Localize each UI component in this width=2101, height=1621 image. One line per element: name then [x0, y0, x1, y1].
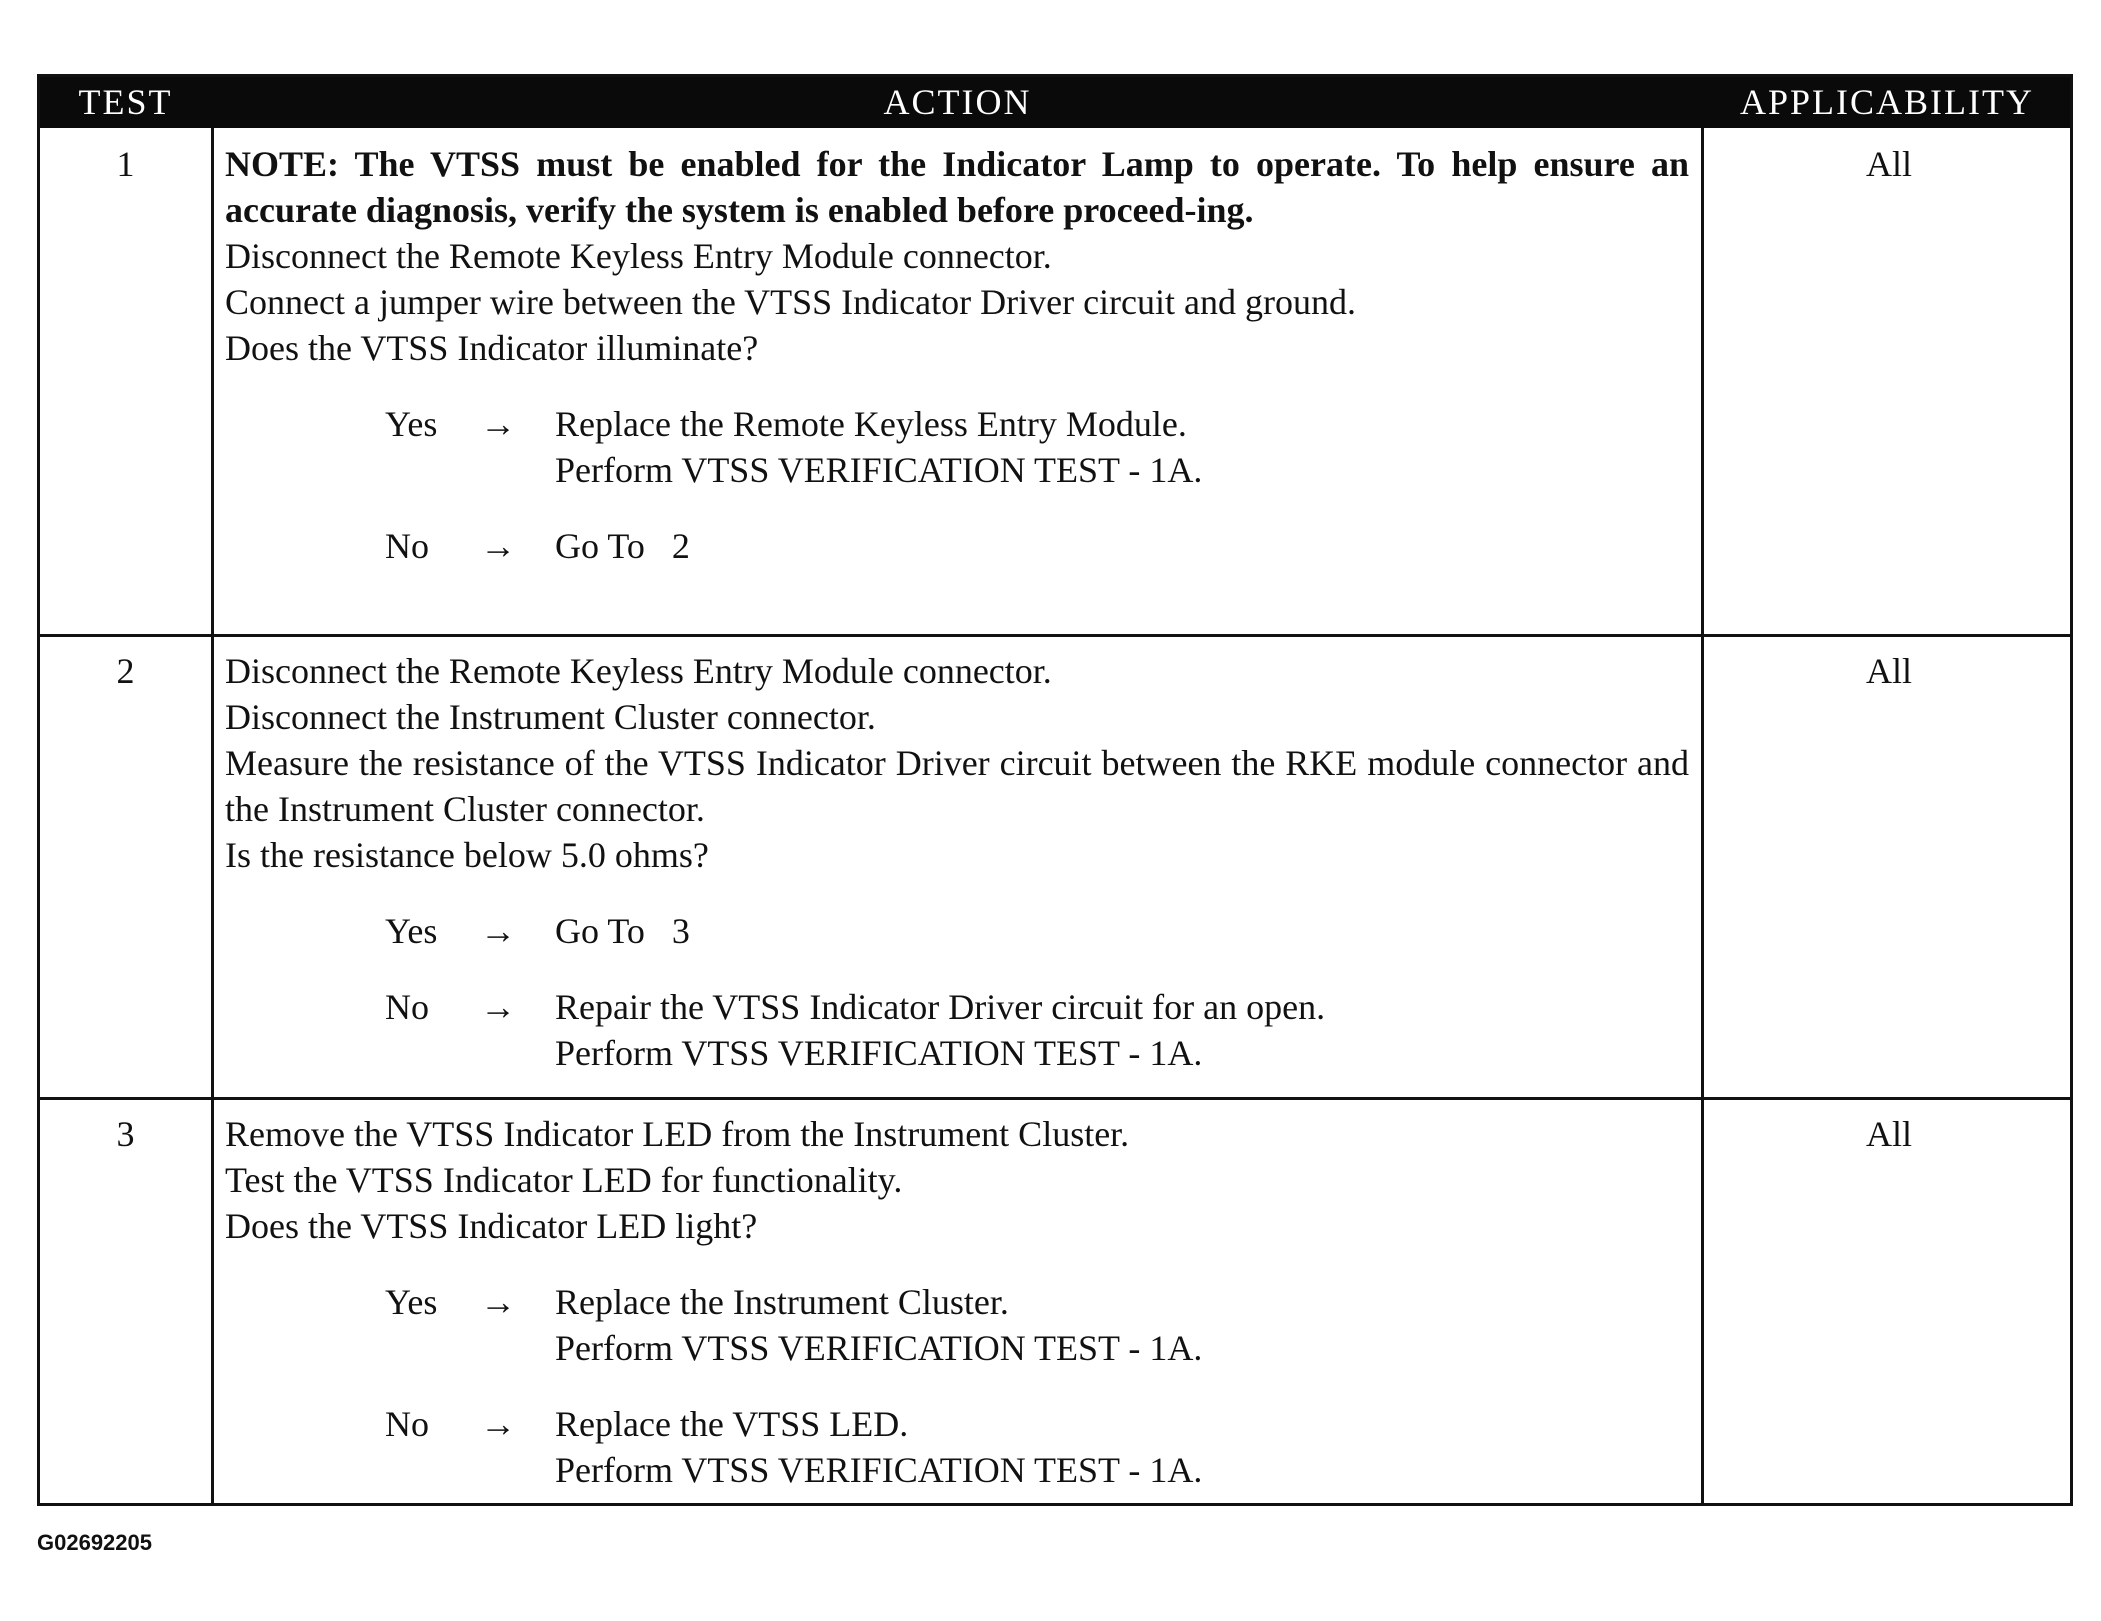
no-result: Perform VTSS VERIFICATION TEST - 1A.	[555, 1450, 1203, 1490]
action-step: Does the VTSS Indicator LED light?	[225, 1206, 758, 1246]
header-applicability: APPLICABILITY	[1740, 82, 2034, 122]
table-header	[40, 77, 2070, 128]
applicability-value: All	[1865, 1114, 1912, 1154]
yes-result: Perform VTSS VERIFICATION TEST - 1A.	[555, 1328, 1203, 1368]
action-step: Remove the VTSS Indicator LED from the Instrument Cluster.	[225, 1114, 1130, 1154]
yes-result: Perform VTSS VERIFICATION TEST - 1A.	[555, 450, 1203, 490]
no-label: No	[385, 526, 429, 566]
arrow-icon: →	[480, 526, 516, 566]
action-step: Is the resistance below 5.0 ohms?	[225, 835, 709, 875]
arrow-icon: →	[480, 1404, 516, 1444]
no-branch	[225, 984, 1689, 1076]
action-step: Disconnect the Remote Keyless Entry Module connector.	[225, 236, 1052, 276]
test-number: 2	[116, 651, 135, 691]
applicability-value: All	[1865, 144, 1912, 184]
yes-label: Yes	[385, 1282, 438, 1322]
action-step: Disconnect the Instrument Cluster connector.	[225, 697, 876, 737]
action-cell	[225, 1111, 1689, 1493]
test-number: 1	[116, 144, 135, 184]
action-cell	[225, 141, 1689, 569]
no-branch	[225, 1401, 1689, 1493]
no-label: No	[385, 1404, 429, 1444]
yes-branch	[225, 401, 1689, 493]
applicability-value: All	[1865, 651, 1912, 691]
figure-id: G02692205	[37, 1530, 152, 1555]
no-label: No	[385, 987, 429, 1027]
arrow-icon: →	[480, 911, 516, 951]
arrow-icon: →	[480, 404, 516, 444]
row-divider	[40, 634, 2070, 637]
no-result: Replace the VTSS LED.	[555, 1404, 909, 1444]
action-step: Disconnect the Remote Keyless Entry Module connector.	[225, 651, 1052, 691]
no-result: Go To 2	[555, 526, 690, 566]
header-test: TEST	[78, 82, 173, 122]
yes-label: Yes	[385, 911, 438, 951]
row-divider	[40, 1097, 2070, 1100]
action-step: Does the VTSS Indicator illuminate?	[225, 328, 759, 368]
column-divider	[211, 128, 214, 1503]
arrow-icon: →	[480, 1282, 516, 1322]
action-step: Measure the resistance of the VTSS Indicator Driver circuit between the RKE module connector and the Instrument Cluster connector.	[225, 743, 1689, 829]
yes-result: Replace the Instrument Cluster.	[555, 1282, 1009, 1322]
action-step: Connect a jumper wire between the VTSS Indicator Driver circuit and ground.	[225, 282, 1356, 322]
note-text: NOTE: The VTSS must be enabled for the Indicator Lamp to operate. To help ensure an accurate diagnosis, verify the system is enabled before proceed-ing.	[225, 144, 1689, 230]
arrow-icon: →	[480, 987, 516, 1027]
header-action: ACTION	[883, 82, 1032, 122]
action-cell	[225, 648, 1689, 1076]
no-result: Perform VTSS VERIFICATION TEST - 1A.	[555, 1033, 1203, 1073]
yes-result: Replace the Remote Keyless Entry Module.	[555, 404, 1187, 444]
yes-branch	[225, 1279, 1689, 1371]
yes-branch	[225, 908, 1689, 954]
yes-result: Go To 3	[555, 911, 690, 951]
column-divider	[1701, 128, 1704, 1503]
action-step: Test the VTSS Indicator LED for functionality.	[225, 1160, 903, 1200]
test-number: 3	[116, 1114, 135, 1154]
diagnostic-table	[37, 74, 2073, 1506]
yes-label: Yes	[385, 404, 438, 444]
no-result: Repair the VTSS Indicator Driver circuit for an open.	[555, 987, 1326, 1027]
no-branch	[225, 523, 1689, 569]
